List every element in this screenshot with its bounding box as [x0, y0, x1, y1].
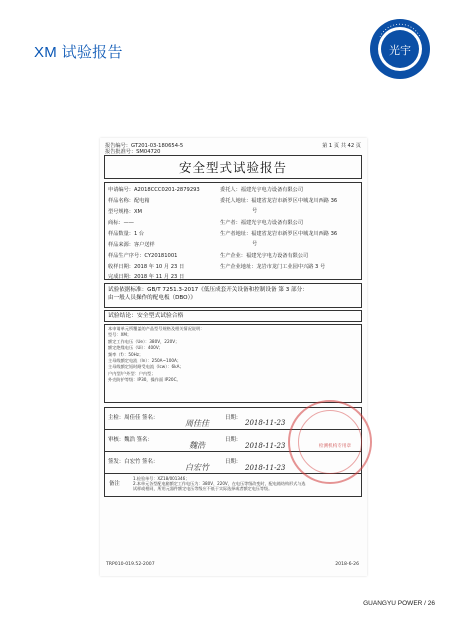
test-conclusion: 试验结论：安全型式试验合格: [104, 310, 362, 322]
page-footer: GUANGYU POWER / 26: [363, 600, 435, 607]
notes-label: 备注: [109, 481, 120, 487]
approver-signature: 白宏竹: [185, 463, 209, 472]
product-description: [104, 324, 362, 403]
info-right-row: 生产者：福建光宇电力设备有限公司: [220, 220, 304, 226]
page-title: XM 试验报告: [34, 44, 123, 61]
info-left-row: 商标：——: [108, 220, 134, 226]
info-left-row: 完成日期：2018 年 11 月 23 日: [108, 274, 185, 280]
approver-label: 签发：白宏竹 签名：: [108, 459, 159, 465]
form-code: TRP010-019.52-2007: [106, 562, 155, 567]
info-right-row: 委托人：福建光宇电力设备有限公司: [220, 187, 304, 193]
info-right-row: 委托人地址：福建省龙岩市新罗区中城龙川西路 36: [220, 198, 338, 204]
approver-date: 2018-11-23: [245, 464, 286, 472]
official-stamp: [288, 400, 372, 484]
description-line: 型号：XM；: [108, 332, 132, 338]
info-left-row: 申请编号：A2018CCC0201-2879293: [108, 187, 200, 193]
main-inspector-signature: 周佳佳: [185, 419, 209, 428]
test-standard-line: 试验依据标准：GB/T 7251.3-2017《低压成套开关设备和控制设备 第 3 部分：: [108, 287, 308, 293]
test-standard: [104, 283, 362, 308]
date-label: 日期：: [225, 459, 242, 465]
stamp-text: 检测机构专用章: [318, 444, 352, 449]
form-date: 2018-6-26: [335, 562, 359, 567]
sample-info-table: [104, 182, 362, 280]
description-line: 外壳防护等级：IP30，操作面 IP20C。: [108, 377, 181, 383]
reviewer-signature: 魏浩: [189, 441, 205, 450]
info-left-row: 型号规格：XM: [108, 209, 142, 215]
stamp-inner-ring: [298, 410, 362, 474]
note-line: 2.本单元各型配电箱额定工作电压为：380V、220V，在电压等级改变时，配电箱结构形式与选: [133, 481, 306, 487]
page-indicator: 第 1 页 共 42 页: [322, 143, 361, 149]
info-left-row: 样品名称：配电箱: [108, 198, 150, 204]
description-line: 户内型/户外型：户内型；: [108, 370, 156, 376]
test-standard-line: 由一般人员操作的配电板（DBO）》: [108, 295, 196, 301]
main-inspector-label: 主检：周佳佳 签名：: [108, 415, 159, 421]
report-number: 报告编号：GT201-03-180654-5: [105, 143, 184, 149]
report-title: 安全型式试验报告: [104, 155, 362, 179]
description-line: 额定绝缘电压（Ui）：400V；: [108, 345, 163, 351]
svg-text:光宇: 光宇: [389, 44, 411, 57]
test-report-document: [100, 138, 367, 576]
info-left-row: 收样日期：2018 年 10 月 23 日: [108, 264, 185, 270]
report-approval-number: 报告批准号：SM04720: [105, 149, 161, 155]
description-line: 主母线额定电流（In）：250A~100A；: [108, 358, 182, 364]
date-label: 日期：: [225, 415, 242, 421]
note-line: 1.检验单号：XZ18/001346；: [133, 476, 190, 481]
info-right-row: 生产企业：福建光宇电力设备有限公司: [220, 253, 309, 259]
description-line: 主母线额定短时耐受电流（Icw）：6kA；: [108, 364, 184, 370]
reviewer-date: 2018-11-23: [245, 442, 286, 450]
main-inspector-date: 2018-11-23: [245, 419, 286, 427]
info-left-row: 样品来源：客户送样: [108, 242, 155, 248]
info-left-row: 样品数量：1 台: [108, 231, 145, 237]
date-label: 日期：: [225, 437, 242, 443]
reviewer-label: 审核：魏浩 签名：: [108, 437, 153, 443]
info-right-row: 生产企业地址：龙岩市龙门工业园中兴路 3 号: [220, 264, 326, 270]
description-line: 频率（f）：50Hz；: [108, 351, 144, 357]
info-right-row: 生产者地址：福建省龙岩市新罗区中城龙川西路 36: [220, 231, 338, 237]
info-right-row: 号: [252, 241, 258, 247]
info-right-row: 号: [252, 208, 258, 214]
description-line: 额定工作电压（Ue）：380V，220V；: [108, 338, 180, 344]
note-line: 试样或相同，所用元器件额定电压等级应不低于实际选择或者额定电压等级。: [133, 486, 273, 492]
info-left-row: 样品生产序号：CY20181001: [108, 253, 178, 259]
description-line: 本申请单元所覆盖的产品型号规格及相关情况说明：: [108, 326, 205, 331]
company-logo-seal: [368, 17, 432, 81]
